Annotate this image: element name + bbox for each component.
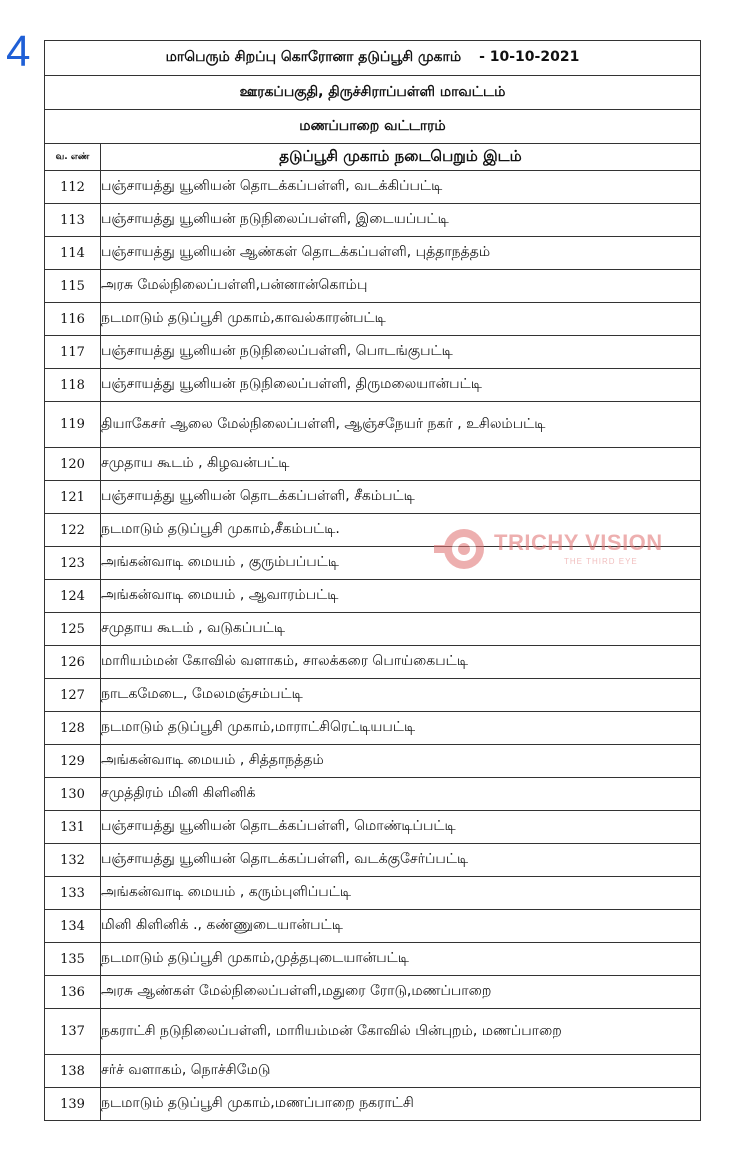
camp-location: மினி கிளினிக் ., கண்ணுடையான்பட்டி: [101, 910, 701, 943]
serial-number: 122: [45, 514, 101, 547]
title-cell: [45, 41, 701, 76]
serial-number: 123: [45, 547, 101, 580]
serial-number: 112: [45, 171, 101, 204]
camp-title: மாபெரும் சிறப்பு கொரோனா தடுப்பூசி முகாம்: [165, 49, 462, 65]
camp-location: அரசு மேல்நிலைப்பள்ளி,பன்னான்கொம்பு: [101, 270, 701, 303]
camp-location: அங்கன்வாடி மையம் , சித்தாநத்தம்: [101, 745, 701, 778]
table-row: [45, 745, 701, 778]
camp-location: மாரியம்மன் கோவில் வளாகம், சாலக்கரை பொய்கைபட்டி: [101, 646, 701, 679]
table-row: [45, 1009, 701, 1055]
serial-number: 118: [45, 369, 101, 402]
table-row: [45, 943, 701, 976]
serial-number: 139: [45, 1088, 101, 1121]
camp-location: சமுதாய கூடம் , கிழவன்பட்டி: [101, 448, 701, 481]
serial-number: 128: [45, 712, 101, 745]
serial-number: 137: [45, 1009, 101, 1055]
serial-number: 126: [45, 646, 101, 679]
column-header-row: [45, 144, 701, 171]
table-row: [45, 402, 701, 448]
table-row: [45, 369, 701, 402]
camp-location: பஞ்சாயத்து யூனியன் நடுநிலைப்பள்ளி, திருமலையான்பட்டி: [101, 369, 701, 402]
serial-number: 124: [45, 580, 101, 613]
table-row: [45, 580, 701, 613]
table-row: [45, 204, 701, 237]
camp-location: சமுத்திரம் மினி கிளினிக்: [101, 778, 701, 811]
table-row: [45, 712, 701, 745]
camp-location: அரசு ஆண்கள் மேல்நிலைப்பள்ளி,மதுரை ரோடு,மணப்பாறை: [101, 976, 701, 1009]
table-row: [45, 646, 701, 679]
serial-number: 125: [45, 613, 101, 646]
camp-location: அங்கன்வாடி மையம் , குரும்பப்பட்டி: [101, 547, 701, 580]
serial-number: 114: [45, 237, 101, 270]
serial-number: 129: [45, 745, 101, 778]
table-row: [45, 679, 701, 712]
table-row: [45, 171, 701, 204]
serial-number: 120: [45, 448, 101, 481]
camp-location: அங்கன்வாடி மையம் , ஆவாரம்பட்டி: [101, 580, 701, 613]
place-column-header: தடுப்பூசி முகாம் நடைபெறும் இடம்: [101, 144, 701, 171]
table-row: [45, 976, 701, 1009]
serial-number: 113: [45, 204, 101, 237]
serial-number: 132: [45, 844, 101, 877]
table-row: [45, 1055, 701, 1088]
table-row: [45, 270, 701, 303]
table-row: [45, 237, 701, 270]
table-row: [45, 514, 701, 547]
table-row: [45, 811, 701, 844]
serial-column-header: வ. எண்: [45, 144, 101, 171]
camp-location: பஞ்சாயத்து யூனியன் ஆண்கள் தொடக்கப்பள்ளி, புத்தாநத்தம்: [101, 237, 701, 270]
camp-location: தியாகேசர் ஆலை மேல்நிலைப்பள்ளி, ஆஞ்சநேயர் நகர் , உசிலம்பட்டி: [101, 402, 701, 448]
serial-number: 131: [45, 811, 101, 844]
camp-location: சர்ச் வளாகம், நொச்சிமேடு: [101, 1055, 701, 1088]
camp-location: நாடகமேடை, மேலமஞ்சம்பட்டி: [101, 679, 701, 712]
camp-date: - 10-10-2021: [479, 49, 580, 65]
area-row: [45, 76, 701, 110]
title-row: [45, 41, 701, 76]
camp-location: நடமாடும் தடுப்பூசி முகாம்,மணப்பாறை நகராட்சி: [101, 1088, 701, 1121]
serial-number: 138: [45, 1055, 101, 1088]
serial-number: 121: [45, 481, 101, 514]
watermark-tagline: THE THIRD EYE: [564, 557, 638, 566]
serial-number: 119: [45, 402, 101, 448]
serial-number: 133: [45, 877, 101, 910]
table-row: [45, 481, 701, 514]
table-row: [45, 778, 701, 811]
table-row: [45, 910, 701, 943]
serial-number: 116: [45, 303, 101, 336]
area-label: ஊரகப்பகுதி, திருச்சிராப்பள்ளி மாவட்டம்: [45, 76, 701, 110]
camp-location: நடமாடும் தடுப்பூசி முகாம்,மாராட்சிரெட்டியபட்டி: [101, 712, 701, 745]
block-row: [45, 110, 701, 144]
table-row: [45, 547, 701, 580]
camp-location: பஞ்சாயத்து யூனியன் தொடக்கப்பள்ளி, சீகம்பட்டி: [101, 481, 701, 514]
serial-number: 130: [45, 778, 101, 811]
serial-number: 127: [45, 679, 101, 712]
watermark-brand: TRICHY VISION: [494, 530, 663, 555]
camp-location: பஞ்சாயத்து யூனியன் தொடக்கப்பள்ளி, வடக்கிப்பட்டி: [101, 171, 701, 204]
camp-location: நடமாடும் தடுப்பூசி முகாம்,காவல்காரன்பட்டி: [101, 303, 701, 336]
serial-number: 117: [45, 336, 101, 369]
table-row: [45, 844, 701, 877]
camp-location: பஞ்சாயத்து யூனியன் தொடக்கப்பள்ளி, மொண்டிப்பட்டி: [101, 811, 701, 844]
vaccination-camp-table: [44, 40, 701, 1121]
serial-number: 134: [45, 910, 101, 943]
page-number: 4: [6, 27, 31, 76]
camp-location: நடமாடும் தடுப்பூசி முகாம்,முத்தபுடையான்பட்டி: [101, 943, 701, 976]
camp-location: சமுதாய கூடம் , வடுகப்பட்டி: [101, 613, 701, 646]
table-row: [45, 336, 701, 369]
table-row: [45, 1088, 701, 1121]
block-label: மணப்பாறை வட்டாரம்: [45, 110, 701, 144]
camp-location: நகராட்சி நடுநிலைப்பள்ளி, மாரியம்மன் கோவில் பின்புறம், மணப்பாறை: [101, 1009, 701, 1055]
camp-location: பஞ்சாயத்து யூனியன் நடுநிலைப்பள்ளி, பொடங்குபட்டி: [101, 336, 701, 369]
serial-number: 115: [45, 270, 101, 303]
camp-location: அங்கன்வாடி மையம் , கரும்புளிப்பட்டி: [101, 877, 701, 910]
camp-location: நடமாடும் தடுப்பூசி முகாம்,சீகம்பட்டி.: [101, 514, 701, 547]
table-row: [45, 877, 701, 910]
serial-number: 135: [45, 943, 101, 976]
table-row: [45, 448, 701, 481]
serial-number: 136: [45, 976, 101, 1009]
camp-location: பஞ்சாயத்து யூனியன் நடுநிலைப்பள்ளி, இடையப்பட்டி: [101, 204, 701, 237]
table-row: [45, 303, 701, 336]
camp-location: பஞ்சாயத்து யூனியன் தொடக்கப்பள்ளி, வடக்குசேர்ப்பட்டி: [101, 844, 701, 877]
table-row: [45, 613, 701, 646]
